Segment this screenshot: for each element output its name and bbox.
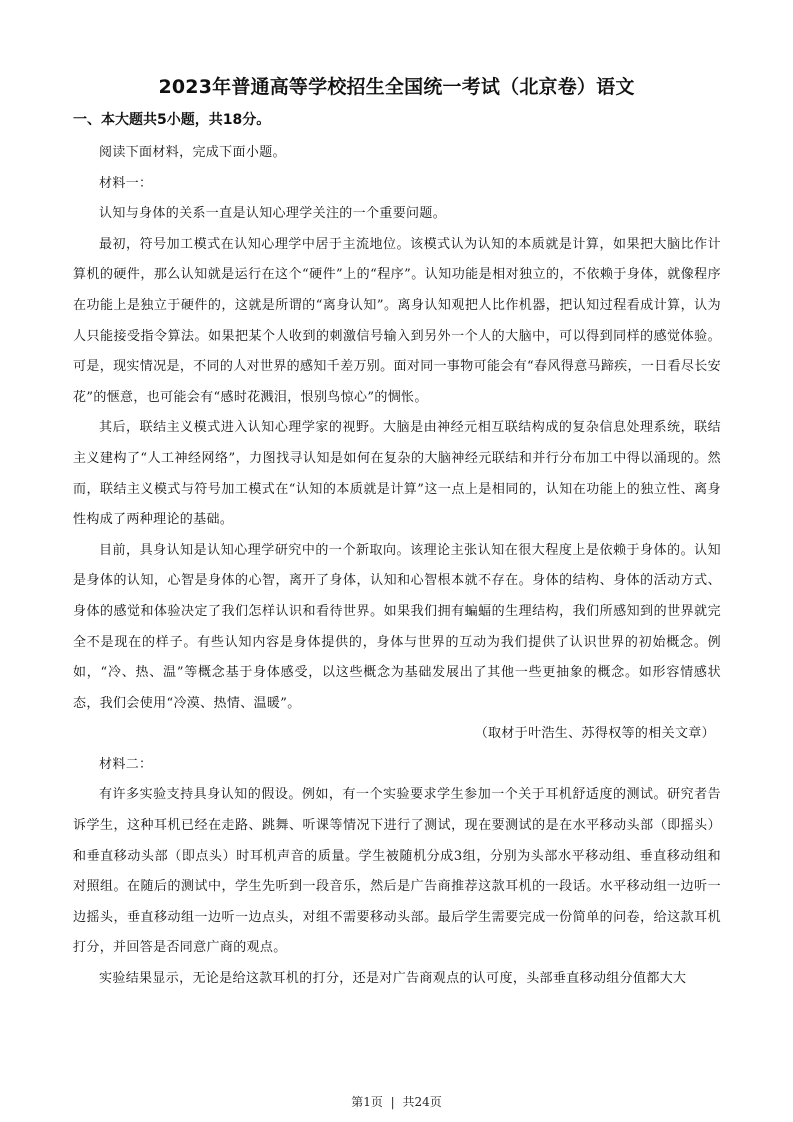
footer-separator: | xyxy=(390,1095,395,1109)
page-number-current: 第1页 xyxy=(351,1095,383,1109)
material-one-paragraph: 目前，具身认知是认知心理学研究中的一个新取向。该理论主张认知在很大程度上是依赖于身体的。认知是身体的认知，心智是身体的心智，离开了身体，认知和心智根本就不存在。身体的结构、身体的活动方式、身体的感觉和体验决定了我们怎样认识和看待世界。如果我们拥有蝙蝠的生理结构，我们所感知到的世界就完全不是现在的样子。有些认知内容是身体提供的，身体与世界的互动为我们提供了认识世界的初始概念。例如，“冷、热、温”等概念基于身体感受，以这些概念为基础发展出了其他一些更抽象的概念。如形容情感状态，我们会使用“冷漠、热情、温暖”。 xyxy=(73,542,721,711)
page-number-total: 共24页 xyxy=(402,1095,442,1109)
material-two-label: 材料二： xyxy=(99,756,153,772)
material-two-paragraph: 实验结果显示，无论是给这款耳机的打分，还是对广告商观点的认可度，头部垂直移动组分值都大大 xyxy=(99,971,687,987)
material-one-paragraph: 最初，符号加工模式在认知心理学中居于主流地位。该模式认为认知的本质就是计算，如果把大脑比作计算机的硬件，那么认知就是运行在这个“硬件”上的“程序”。认知功能是相对独立的，不依赖于身体，就像程序在功能上是独立于硬件的，这就是所谓的“离身认知”。离身认知观把人比作机器，把认知过程看成计算，认为人只能接受指令算法。如果把某个人收到的刺激信号输入到另外一个人的大脑中，可以得到同样的感觉体验。可是，现实情况是，不同的人对世界的感知千差万别。面对同一事物可能会有“春风得意马蹄疾，一日看尽长安花”的惬意，也可能会有“感时花溅泪，恨别鸟惊心”的惆怅。 xyxy=(73,236,721,405)
reading-passage xyxy=(73,138,721,995)
instruction-text: 阅读下面材料，完成下面小题。 xyxy=(99,145,286,160)
material-one-paragraph: 其后，联结主义模式进入认知心理学家的视野。大脑是由神经元相互联结构成的复杂信息处理系统，联结主义建构了“人工神经网络”，力图找寻认知是如何在复杂的大脑神经元联结和并行分布加工中得以涌现的。然而，联结主义模式与符号加工模式在“认知的本质就是计算”这一点上是相同的，认知在功能上的独立性、离身性构成了两种理论的基础。 xyxy=(73,420,721,528)
material-one-source: （取材于叶浩生、苏得权等的相关文章） xyxy=(474,726,715,742)
material-one-paragraph: 认知与身体的关系一直是认知心理学关注的一个重要问题。 xyxy=(99,206,447,222)
material-two-paragraph: 有许多实验支持具身认知的假设。例如，有一个实验要求学生参加一个关于耳机舒适度的测试。研究者告诉学生，这种耳机已经在走路、跳舞、听课等情况下进行了测试，现在要测试的是在水平移动头部（即摇头）和垂直移动头部（即点头）时耳机声音的质量。学生被随机分成3组，分别为头部水平移动组、垂直移动组和对照组。在随后的测试中，学生先听到一段音乐，然后是广告商推荐这款耳机的一段话。水平移动组一边听一边摇头，垂直移动组一边听一边点头，对组不需要移动头部。最后学生需要完成一份简单的问卷，给这款耳机打分，并回答是否同意广商的观点。 xyxy=(73,787,721,956)
page-title: 2023年普通高等学校招生全国统一考试（北京卷）语文 xyxy=(158,76,635,98)
page-footer xyxy=(0,1093,793,1110)
material-one-label: 材料一： xyxy=(99,175,153,191)
section-heading: 一、本大题共5小题，共18分。 xyxy=(73,112,271,128)
